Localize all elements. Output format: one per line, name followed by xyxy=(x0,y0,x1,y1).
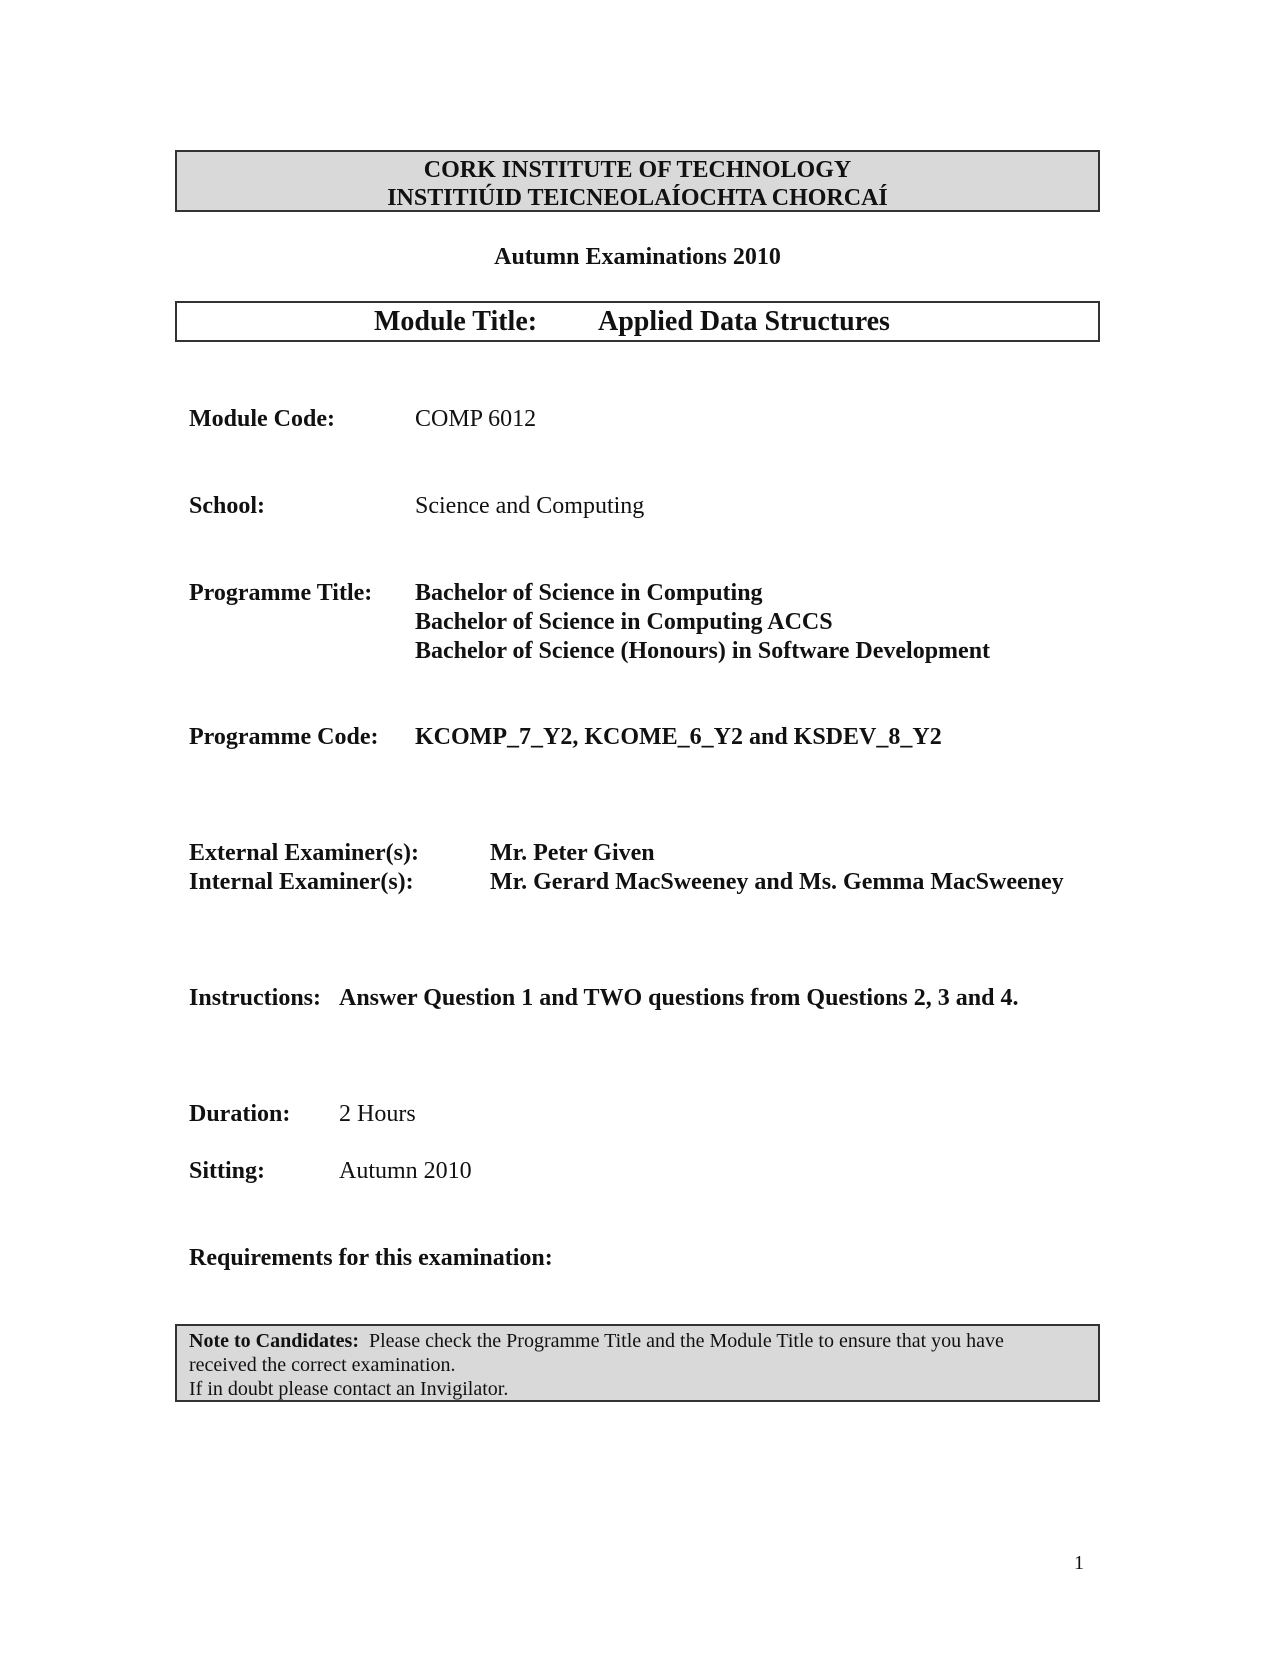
module-title-value: Applied Data Structures xyxy=(598,306,890,337)
page-number: 1 xyxy=(1074,1552,1084,1574)
duration-value: 2 Hours xyxy=(339,1101,416,1127)
instructions-label: Instructions: xyxy=(189,985,322,1011)
institute-header xyxy=(175,150,1100,212)
institute-name-english: CORK INSTITUTE OF TECHNOLOGY xyxy=(423,157,852,183)
sitting-label: Sitting: xyxy=(189,1158,266,1184)
note-text-2: received the correct examination. xyxy=(189,1354,456,1376)
duration-label: Duration: xyxy=(189,1101,291,1127)
institute-name-irish: INSTITIÚID TEICNEOLAÍOCHTA CHORCAÍ xyxy=(387,185,888,211)
school-value: Science and Computing xyxy=(415,493,645,519)
requirements-label: Requirements for this examination: xyxy=(189,1245,553,1271)
note-to-candidates-box xyxy=(175,1324,1100,1402)
note-line-1 xyxy=(189,1329,1086,1353)
module-code-label: Module Code: xyxy=(189,406,335,432)
programme-code-value: KCOMP_7_Y2, KCOME_6_Y2 and KSDEV_8_Y2 xyxy=(415,724,942,750)
internal-examiner-label: Internal Examiner(s): xyxy=(189,869,414,895)
school-label: School: xyxy=(189,493,266,519)
module-code-value: COMP 6012 xyxy=(415,406,537,432)
exam-session: Autumn Examinations 2010 xyxy=(494,244,781,270)
note-label: Note to Candidates: xyxy=(189,1330,359,1352)
programme-title-value-2: Bachelor of Science in Computing ACCS xyxy=(415,609,833,635)
note-text-3: If in doubt please contact an Invigilator. xyxy=(189,1378,509,1400)
internal-examiner-value: Mr. Gerard MacSweeney and Ms. Gemma MacSweeney xyxy=(490,869,1064,895)
external-examiner-value: Mr. Peter Given xyxy=(490,840,655,866)
sitting-value: Autumn 2010 xyxy=(339,1158,472,1184)
programme-title-value-1: Bachelor of Science in Computing xyxy=(415,580,763,606)
external-examiner-label: External Examiner(s): xyxy=(189,840,419,866)
module-title-box xyxy=(175,301,1100,342)
programme-title-label: Programme Title: xyxy=(189,580,373,606)
instructions-value: Answer Question 1 and TWO questions from Questions 2, 3 and 4. xyxy=(339,985,1019,1011)
note-text-1: Please check the Programme Title and the Module Title to ensure that you have xyxy=(369,1330,1004,1352)
programme-code-label: Programme Code: xyxy=(189,724,379,750)
module-title-label: Module Title: xyxy=(374,306,538,337)
programme-title-value-3: Bachelor of Science (Honours) in Software Development xyxy=(415,638,991,664)
